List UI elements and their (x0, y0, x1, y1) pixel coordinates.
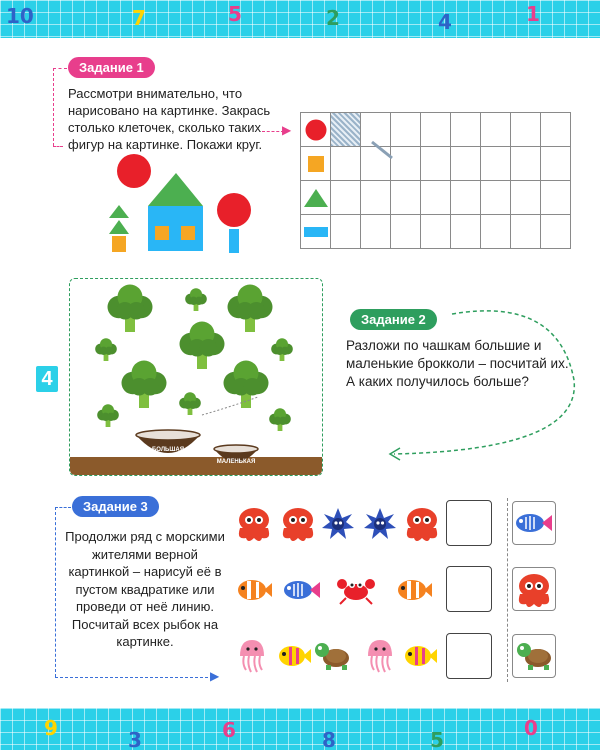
task2-pill: Задание 2 (350, 309, 437, 330)
grid-cell[interactable] (421, 147, 451, 181)
grid-cell[interactable] (541, 113, 571, 147)
big-bowl-rim (136, 430, 200, 440)
grid-cell[interactable] (481, 181, 511, 215)
arrow-right-icon: ▶ (210, 669, 220, 683)
grid-cell[interactable] (331, 215, 361, 249)
sea-urchin-icon (322, 508, 354, 539)
grid-cell[interactable] (421, 181, 451, 215)
grid-cell[interactable] (421, 215, 451, 249)
grid-cell[interactable] (361, 181, 391, 215)
task3-dash-line (55, 677, 213, 678)
task3-dash-line (55, 507, 56, 677)
arrow-right-icon: ▶ (282, 123, 292, 137)
turtle-icon (315, 643, 349, 670)
grid-cell[interactable] (451, 215, 481, 249)
tree-triangle (109, 205, 129, 218)
turtle-icon (517, 643, 551, 670)
bottom-decor-band (0, 708, 600, 750)
band-number: 0 (524, 716, 538, 740)
grid-cell (301, 181, 331, 215)
band-number: 1 (526, 2, 540, 26)
big-bowl-label: БОЛЬШАЯ (151, 447, 185, 453)
jellyfish-icon (240, 640, 264, 672)
grid-cell[interactable] (451, 181, 481, 215)
grid-cell (301, 147, 331, 181)
task1-dash-line (53, 146, 63, 147)
task1-text: Рассмотри внимательно, что нарисовано на картинке. Закрась столько клеточек, сколько таких фигур на картинке. Покажи круг. (68, 86, 271, 152)
answer-box-row3[interactable] (446, 633, 492, 679)
grid-cell[interactable] (451, 147, 481, 181)
tree-triangle (109, 220, 129, 234)
red-circle (117, 154, 151, 188)
grid-cell[interactable] (541, 147, 571, 181)
broccoli-icon (269, 408, 291, 431)
grid-cell[interactable] (331, 181, 361, 215)
task3-pill: Задание 3 (72, 496, 159, 517)
shapes-picture (100, 148, 260, 260)
grid-cell[interactable] (481, 215, 511, 249)
options-divider (507, 498, 508, 682)
task3-dash-line (55, 507, 71, 508)
broccoli-icon (108, 285, 153, 333)
grid-cell[interactable] (541, 181, 571, 215)
page-number: 4 (36, 366, 58, 392)
grid-cell[interactable] (481, 113, 511, 147)
house-window-square (155, 226, 169, 240)
grid-cell[interactable] (511, 147, 541, 181)
triangle-icon (304, 189, 328, 207)
broccoli-icon (97, 404, 119, 427)
grid-cell[interactable] (331, 113, 361, 147)
option-fish[interactable] (512, 501, 556, 545)
grid-cell[interactable] (511, 181, 541, 215)
small-bowl-rim (214, 445, 258, 453)
small-bowl-label: МАЛЕНЬКАЯ (216, 459, 256, 465)
broccoli-icon (271, 338, 293, 361)
octopus-icon (407, 508, 437, 541)
grid-cell[interactable] (511, 215, 541, 249)
yellow-fish-icon (279, 646, 311, 666)
task1-arrow-line (262, 131, 284, 132)
clownfish-icon (398, 580, 432, 600)
top-decor-band (0, 0, 600, 38)
figure-count-grid (300, 112, 571, 249)
band-number: 5 (228, 2, 242, 26)
broccoli-icon (95, 338, 117, 361)
band-number: 7 (132, 6, 146, 30)
task1-dash-line (53, 68, 67, 69)
house-roof-triangle (148, 173, 203, 206)
answer-box-row1[interactable] (446, 500, 492, 546)
broccoli-icon (179, 392, 201, 415)
broccoli-icon (180, 322, 225, 370)
option-turtle[interactable] (512, 634, 556, 678)
red-circle (217, 193, 251, 227)
band-number: 2 (326, 6, 340, 30)
grid-cell[interactable] (331, 147, 361, 181)
jellyfish-icon (368, 640, 392, 672)
answer-box-row2[interactable] (446, 566, 492, 612)
band-number: 9 (44, 716, 58, 740)
task2-dashed-arc (370, 290, 580, 470)
grid-cell[interactable] (421, 113, 451, 147)
circle-icon (305, 119, 326, 140)
blue-fish-icon (516, 514, 552, 532)
band-number: 4 (438, 10, 452, 34)
grid-cell[interactable] (511, 113, 541, 147)
task1-pill: Задание 1 (68, 57, 155, 78)
square-icon (308, 156, 324, 172)
octopus-icon (283, 508, 313, 541)
clownfish-icon (238, 580, 272, 600)
sea-urchin-icon (364, 508, 396, 539)
broccoli-icon (224, 361, 269, 409)
broccoli-icon (185, 288, 207, 311)
task2-text: Разложи по чашкам большие и маленькие брокколи – посчитай их. А каких получилось больше? (346, 338, 569, 389)
grid-cell[interactable] (361, 215, 391, 249)
grid-cell[interactable] (391, 181, 421, 215)
house-window-square (181, 226, 195, 240)
blue-rectangle (229, 229, 239, 253)
tree-trunk (112, 236, 126, 252)
rectangle-icon (304, 227, 328, 237)
yellow-fish-icon (405, 646, 437, 666)
broccoli-picture (69, 278, 323, 476)
grid-cell (301, 113, 331, 147)
option-octopus[interactable] (512, 567, 556, 611)
task1-dash-line (53, 68, 54, 146)
crab-icon (337, 579, 375, 604)
octopus-icon (239, 508, 269, 541)
grid-cell[interactable] (451, 113, 481, 147)
grid-cell[interactable] (541, 215, 571, 249)
brush-icon (370, 140, 396, 162)
broccoli-icon (122, 361, 167, 409)
band-number: 10 (6, 4, 34, 28)
octopus-icon (519, 574, 549, 607)
band-number: 6 (222, 718, 236, 742)
band-number: 5 (430, 728, 444, 752)
band-number: 3 (128, 728, 142, 752)
task3-text: Продолжи ряд с морскими жителями верной картинкой – нарисуй её в пустом квадратике или проведи от неё линию. Посчитай всех рыбок на картинке. (65, 529, 225, 649)
grid-cell[interactable] (481, 147, 511, 181)
grid-cell[interactable] (391, 215, 421, 249)
grid-cell (301, 215, 331, 249)
broccoli-icon (228, 285, 273, 333)
band-number: 8 (322, 728, 336, 752)
blue-fish-icon (284, 581, 320, 599)
